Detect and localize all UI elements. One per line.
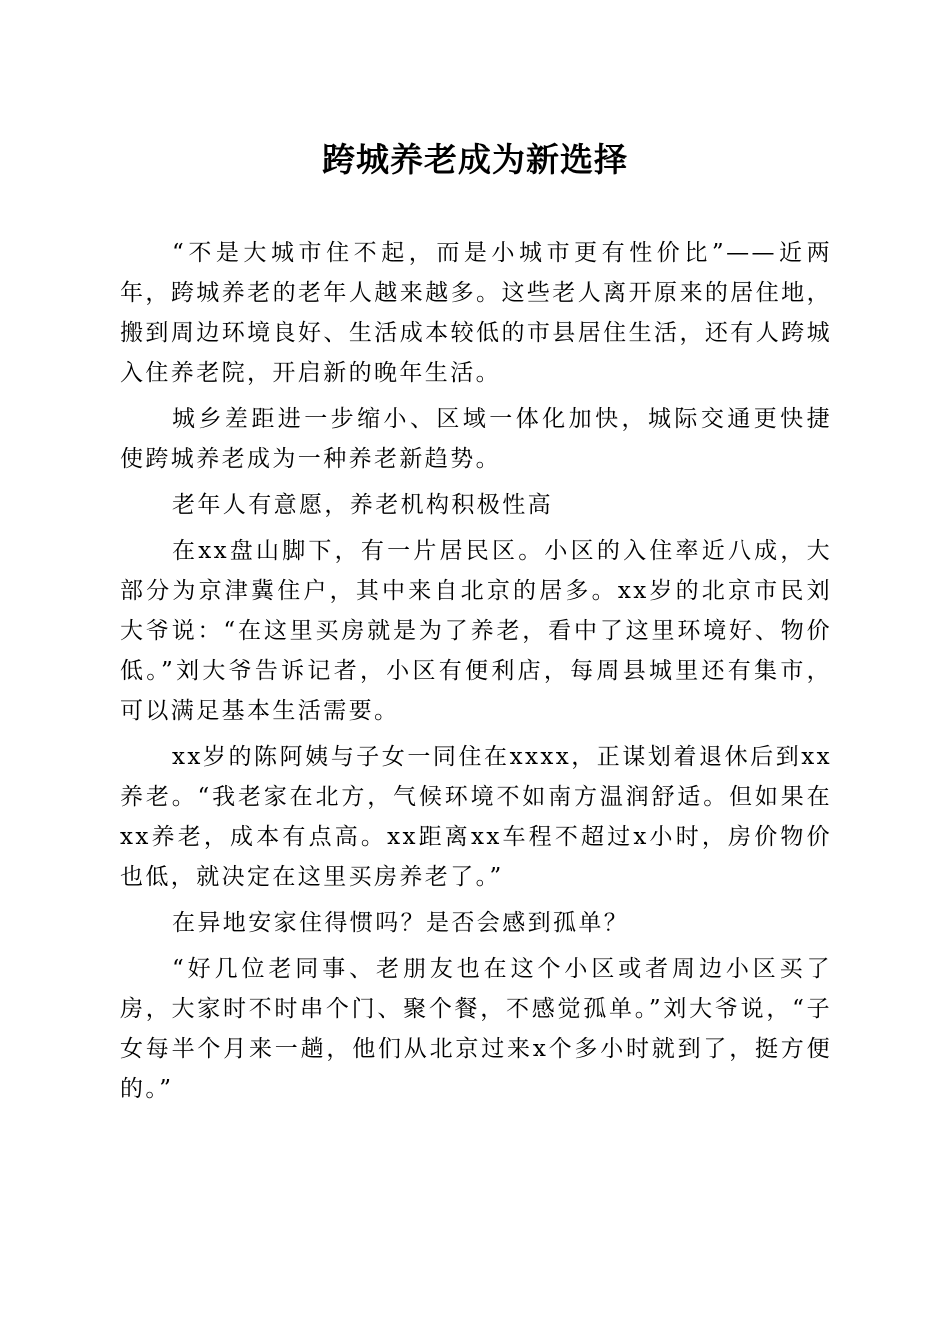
section-heading: 老年人有意愿，养老机构积极性高 [172,492,553,518]
document-title: 跨城养老成为新选择 [322,140,628,179]
paragraph-liu: 在xx盘山脚下，有一片居民区。小区的入住率近八成，大部分为京津冀住户，其中来自北京的居多。xx岁的北京市民刘大爷说：“在这里买房就是为了养老，看中了这里环境好、物价低。”刘大爷告诉记者，小区有便利店，每周县城里还有集市，可以满足基本生活需要。 [120,538,832,724]
paragraph-chen: xx岁的陈阿姨与子女一同住在xxxx，正谋划着退休后到xx养老。“我老家在北方，气候环境不如南方温润舒适。但如果在xx养老，成本有点高。xx距离xx车程不超过x小时，房价物价也低，就决定在这里买房养老了。” [120,744,832,890]
paragraph-intro: “不是大城市住不起，而是小城市更有性价比”——近两年，跨城养老的老年人越来越多。这些老人离开原来的居住地，搬到周边环境良好、生活成本较低的市县居住生活，还有人跨城入住养老院，开启新的晚年生活。 [120,240,832,386]
paragraph-trend: 城乡差距进一步缩小、区域一体化加快，城际交通更快捷使跨城养老成为一种养老新趋势。 [120,406,832,472]
paragraph-question: 在异地安家住得惯吗？是否会感到孤单？ [172,910,630,936]
document-body [120,233,832,1109]
paragraph-quote: “好几位老同事、老朋友也在这个小区或者周边小区买了房，大家时不时串个门、聚个餐，不感觉孤单。”刘大爷说，“子女每半个月来一趟，他们从北京过来x个多小时就到了，挺方便的。” [120,956,832,1102]
